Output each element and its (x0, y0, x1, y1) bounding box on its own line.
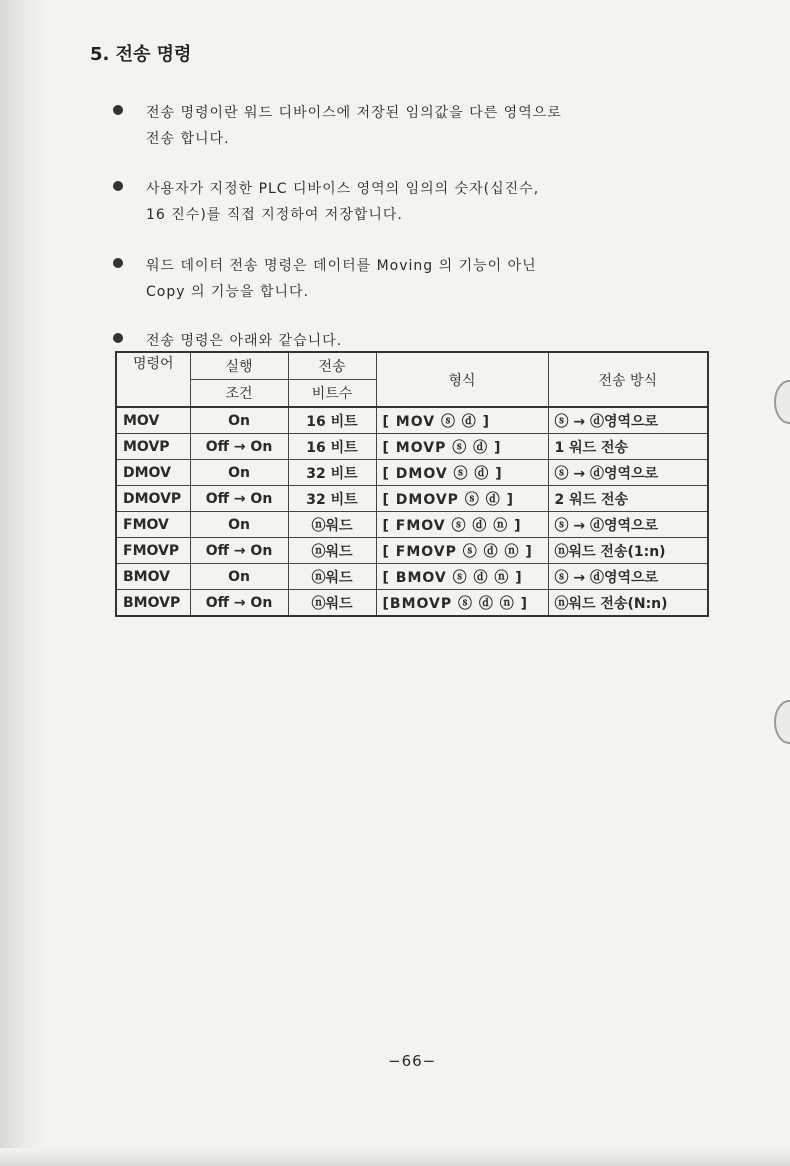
header-method: 전송 방식 (548, 352, 708, 407)
header-bits-line1: 전송 (288, 352, 376, 380)
cell-bits: ⓝ워드 (288, 512, 376, 538)
scan-bottom-shadow (0, 1148, 790, 1166)
table-row (116, 486, 708, 512)
bullet-line: Copy 의 기능을 합니다. (146, 284, 309, 300)
bullet-line: 전송 합니다. (146, 131, 230, 147)
cell-method-line1: ⓢ → ⓓ영역으로 (548, 460, 708, 486)
cell-format: [ FMOVP ⓢ ⓓ ⓝ ] (376, 538, 548, 564)
cell-command: FMOV (116, 512, 190, 538)
cell-bits: ⓝ워드 (288, 538, 376, 564)
cell-format: [BMOVP ⓢ ⓓ ⓝ ] (376, 590, 548, 617)
cell-format: [ DMOV ⓢ ⓓ ] (376, 460, 548, 486)
bullet-icon (113, 258, 123, 268)
table-header-row (116, 352, 708, 380)
cell-bits: 32 비트 (288, 460, 376, 486)
bullet-text (146, 100, 686, 152)
cell-format: [ BMOV ⓢ ⓓ ⓝ ] (376, 564, 548, 590)
cell-method-line2: ⓝ워드 전송(N:n) (548, 590, 708, 617)
scan-left-shadow (0, 0, 46, 1166)
cell-condition: Off → On (190, 538, 288, 564)
cell-condition: On (190, 512, 288, 538)
bullet-icon (113, 333, 123, 343)
cell-format: [ MOVP ⓢ ⓓ ] (376, 434, 548, 460)
cell-condition: Off → On (190, 434, 288, 460)
cell-command: MOV (116, 407, 190, 434)
cell-method-line1: ⓢ → ⓓ영역으로 (548, 512, 708, 538)
cell-method-line2: 2 워드 전송 (548, 486, 708, 512)
table-row (116, 434, 708, 460)
cell-condition: On (190, 564, 288, 590)
punch-hole-icon (774, 700, 790, 744)
cell-bits: 16 비트 (288, 407, 376, 434)
bullet-line: 전송 명령이란 워드 디바이스에 저장된 임의값을 다른 영역으로 (146, 105, 562, 121)
cell-bits: ⓝ워드 (288, 564, 376, 590)
table-row (116, 564, 708, 590)
cell-bits: 16 비트 (288, 434, 376, 460)
cell-bits: 32 비트 (288, 486, 376, 512)
cell-command: BMOVP (116, 590, 190, 617)
bullet-icon (113, 181, 123, 191)
cell-format: [ FMOV ⓢ ⓓ ⓝ ] (376, 512, 548, 538)
cell-method-line1: ⓢ → ⓓ영역으로 (548, 564, 708, 590)
table-row (116, 460, 708, 486)
cell-format: [ DMOVP ⓢ ⓓ ] (376, 486, 548, 512)
page-number: −66− (388, 1052, 437, 1070)
cell-condition: On (190, 460, 288, 486)
cell-command: BMOV (116, 564, 190, 590)
bullet-line: 워드 데이터 전송 명령은 데이터를 Moving 의 기능이 아닌 (146, 258, 537, 274)
cell-command: MOVP (116, 434, 190, 460)
cell-bits: ⓝ워드 (288, 590, 376, 617)
header-bits-line2: 비트수 (288, 380, 376, 408)
header-condition-line2: 조건 (190, 380, 288, 408)
header-condition-line1: 실행 (190, 352, 288, 380)
header-command: 명령어 (116, 352, 190, 407)
cell-condition: Off → On (190, 486, 288, 512)
cell-method-line1: ⓢ → ⓓ영역으로 (548, 407, 708, 434)
cell-method-line2: ⓝ워드 전송(1:n) (548, 538, 708, 564)
header-format: 형식 (376, 352, 548, 407)
punch-hole-icon (774, 380, 790, 424)
table-row (116, 590, 708, 617)
bullet-text (146, 253, 686, 305)
cell-condition: Off → On (190, 590, 288, 617)
bullet-text (146, 176, 686, 228)
section-title: 5. 전송 명령 (90, 44, 192, 65)
bullet-icon (113, 105, 123, 115)
cell-method-line2: 1 워드 전송 (548, 434, 708, 460)
transfer-command-table (115, 351, 709, 617)
bullet-line: 사용자가 지정한 PLC 디바이스 영역의 임의의 숫자(십진수, (146, 181, 540, 197)
cell-command: DMOV (116, 460, 190, 486)
bullet-line: 전송 명령은 아래와 같습니다. (146, 333, 343, 349)
cell-condition: On (190, 407, 288, 434)
table-row (116, 512, 708, 538)
bullet-line: 16 진수)를 직접 지정하여 저장합니다. (146, 207, 403, 223)
cell-command: FMOVP (116, 538, 190, 564)
cell-command: DMOVP (116, 486, 190, 512)
table-row (116, 407, 708, 434)
cell-format: [ MOV ⓢ ⓓ ] (376, 407, 548, 434)
table-row (116, 538, 708, 564)
